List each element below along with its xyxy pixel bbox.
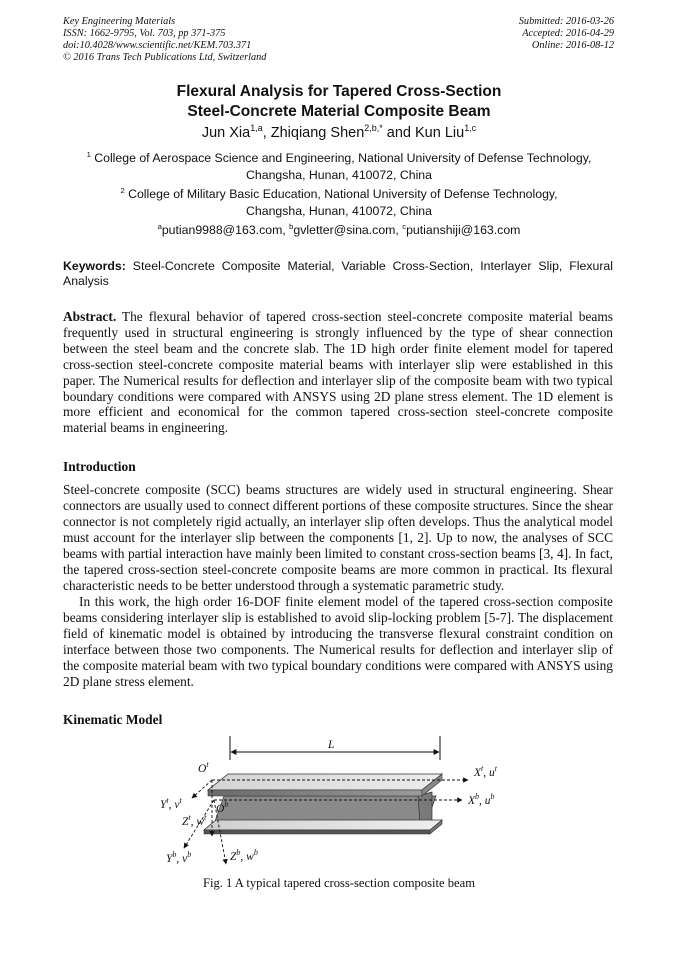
affiliation-mark: 1 (86, 149, 91, 159)
affiliation-1 (0, 150, 678, 184)
email-mark: b (289, 221, 294, 231)
email-list (0, 222, 678, 239)
email-mark: a (157, 221, 162, 231)
copyright-line: © 2016 Trans Tech Publications Ltd, Switzerland (63, 52, 267, 64)
email-address: putianshiji@163.com (406, 223, 521, 237)
abstract-text: The flexural behavior of tapered cross-section steel-concrete composite material beams frequently used in structural engineering is strongly influenced by the type of shear connection between the steel beam and the concrete slab. The 1D high order finite element model for tapered cross-section steel-concrete composite material beams with interlayer slip were established in this paper. The Numerical results for deflection and interlayer slip of the composite beam with two typical boundary conditions were compared with ANSYS using 2D plane stress element. The 1D element is more efficient and economical for the common tapered cross-section steel-concrete composite material beams in engineering. (63, 309, 613, 436)
bottom-flange-top (204, 820, 442, 830)
journal-name: Key Engineering Materials (63, 16, 176, 27)
abstract-label: Abstract. (63, 309, 117, 324)
introduction-heading: Introduction (63, 459, 136, 474)
keywords-text: Steel-Concrete Composite Material, Variable Cross-Section, Interlayer Slip, Flexural Analysis (63, 259, 613, 288)
title-line-2: Steel-Concrete Material Composite Beam (187, 102, 491, 120)
issn-line: ISSN: 1662-9795, Vol. 703, pp 371-375 (63, 28, 226, 40)
author-name: Kun Liu (415, 125, 465, 141)
doi-line: doi:10.4028/www.scientific.net/KEM.703.371 (63, 40, 252, 52)
accepted-date: Accepted: 2016-04-29 (522, 28, 614, 40)
affiliation-2 (0, 186, 678, 220)
concrete-slab-side (208, 790, 422, 796)
affiliation-line: College of Military Basic Education, National University of Defense Technology, (124, 187, 558, 201)
x-axis-bottom-label: $X^b$, $u^b$ (468, 792, 495, 807)
affiliation-line: College of Aerospace Science and Engineering, National University of Defense Technology, (90, 151, 592, 165)
submitted-date: Submitted: 2016-03-26 (518, 16, 614, 27)
author-affiliation-mark: 2,b,* (364, 123, 383, 134)
kinematic-model-heading: Kinematic Model (63, 712, 163, 727)
concrete-slab-top (208, 774, 442, 790)
author-affiliation-mark: 1,a (250, 123, 263, 134)
online-date: Online: 2016-08-12 (531, 40, 614, 52)
affiliation-mark: 2 (120, 185, 125, 195)
y-axis-top-label: $Y^t$, $v^t$ (160, 796, 182, 811)
author-name: Zhiqiang Shen (270, 125, 365, 141)
length-label: L (328, 739, 335, 751)
composite-beam-figure (150, 732, 530, 870)
abstract (63, 309, 613, 436)
z-axis-top-label: $Z^t$, $w^t$ (182, 813, 207, 828)
y-axis-bottom-label: $Y^b$, $v^b$ (166, 850, 192, 865)
author-affiliation-mark: 1,c (464, 123, 477, 134)
paragraph: In this work, the high order 16-DOF finite element model of the tapered cross-section composite beams considering interlayer slip is established to avoid slip-locking problem [5-7]. The displacement field of kinematic model is obtained by introducing the transverse flexural constraint condition on interface between those two components. The Numerical results for deflection and interlayer slip of the composite material beam with two typical boundary conditions were compared with ANSYS using 2D plane stress element. (63, 594, 613, 689)
email-mark: c (402, 221, 407, 231)
paper-title (0, 82, 678, 121)
introduction-body (63, 482, 613, 690)
keywords (63, 259, 613, 288)
bottom-flange-side (204, 830, 430, 834)
author-name: Jun Xia (201, 125, 251, 141)
x-axis-top-label: $X^t$, $u^t$ (474, 764, 497, 779)
author-list (0, 123, 678, 143)
z-axis-bottom-label: $Z^b$, $w^b$ (230, 848, 258, 863)
paragraph: Steel-concrete composite (SCC) beams structures are widely used in structural engineering. Shear connectors are usually used to connect different portions of these composite structures. Since the shear connector is not completely rigid actually, an interlayer slip often develops. Thus the analytical model must account for the interlayer slip between the components [1, 2]. Up to now, the analyses of SCC beams with partial interaction have mainly been limited to constant cross-section beams [3, 4]. In fact, the tapered cross-section steel-concrete composite beams are more common in practical. Its flexural characteristic needs to be better understood through a systematic parametric study. (63, 482, 613, 593)
email-address: putian9988@163.com, (161, 223, 290, 237)
author-separator: , (262, 125, 271, 141)
author-separator: and (382, 125, 415, 141)
publication-dates (519, 16, 614, 52)
title-line-1: Flexural Analysis for Tapered Cross-Section (176, 83, 502, 100)
email-address: gvletter@sina.com, (293, 223, 403, 237)
journal-info (63, 16, 266, 64)
steel-web-end (418, 792, 432, 824)
keywords-label: Keywords: (63, 259, 126, 273)
affiliation-line: Changsha, Hunan, 410072, China (246, 204, 432, 218)
origin-bottom-label: $O^b$ (216, 800, 229, 815)
origin-top-label: $O^t$ (198, 760, 209, 775)
figure-caption: Fig. 1 A typical tapered cross-section composite beam (202, 876, 476, 890)
affiliation-line: Changsha, Hunan, 410072, China (246, 168, 432, 182)
